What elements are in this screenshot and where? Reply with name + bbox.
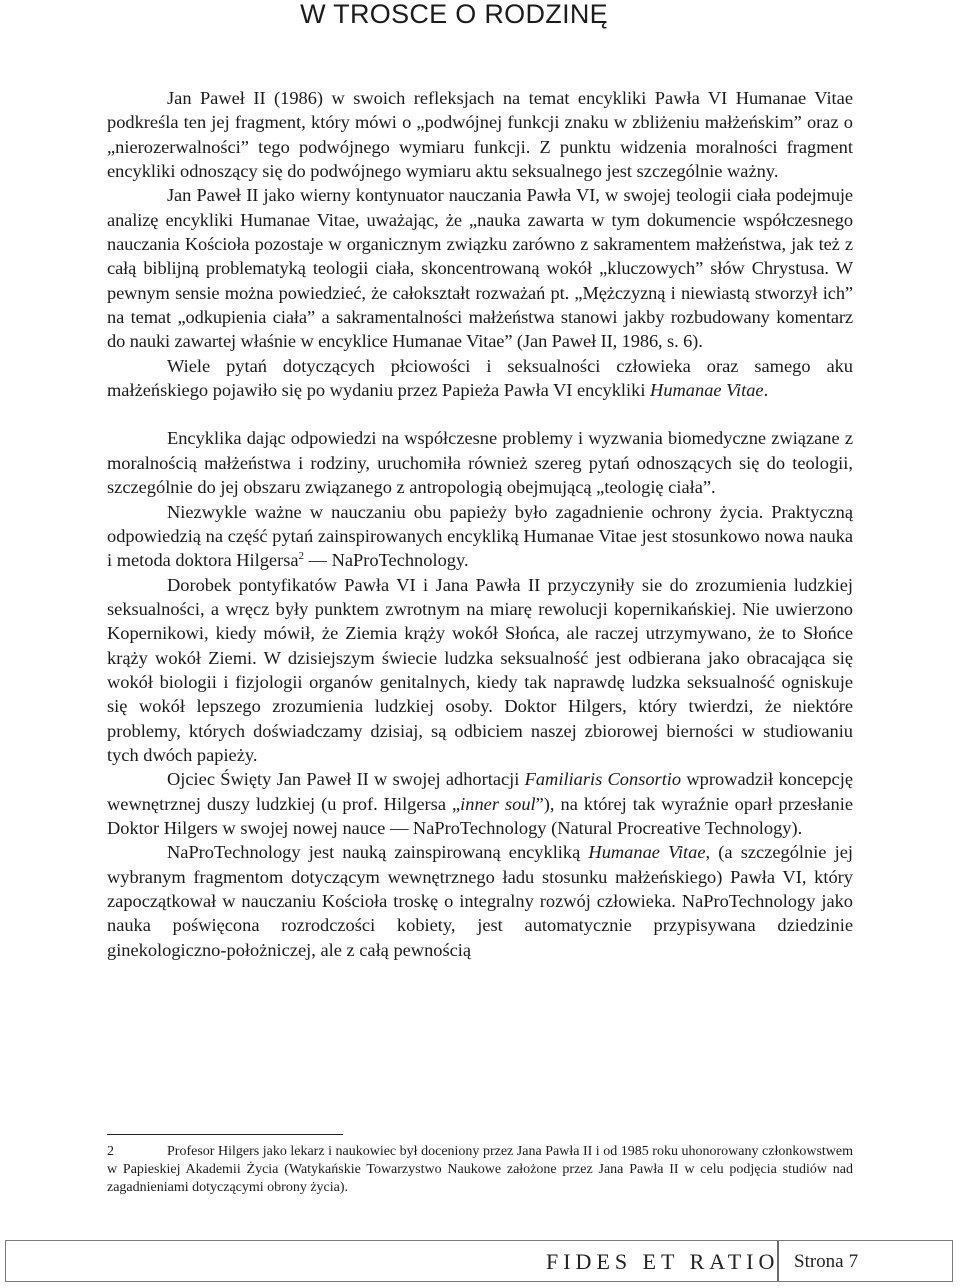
paragraph-3-text: Wiele pytań dotyczących płciowości i seksualności człowieka oraz samego aku małżeńskiego pojawiło się po wydaniu przez Papieża Pawła VI encykliki (107, 355, 853, 401)
encyclical-title: Humanae Vitae (650, 380, 764, 401)
paragraph-1: Jan Paweł II (1986) w swoich refleksjach na temat encykliki Pawła VI Humanae Vitae podkreśla ten jej fragment, który mówi o „podwójnej funkcji znaku w zbliżeniu małżeńskim” oraz o „nierozerwalności” tego podwójnego wymiaru funkcji. Z punktu widzenia moralności fragment encykliki odnoszący się do podwójnego wymiaru aktu seksualnego jest szczególnie ważny. (107, 88, 853, 182)
page-number-value: 7 (848, 1251, 859, 1272)
page-number (794, 1250, 858, 1274)
paragraph-8 (107, 840, 853, 962)
paragraph-6: Dorobek pontyfikatów Pawła VI i Jana Pawła II przyczyniły sie do zrozumienia ludzkiej seksualności, a wręcz były punktem zwrotnym na miarę rewolucji kopernikańskiej. Nie uwierzono Kopernikowi, kiedy mówił, że Ziemia krąży wokół Słońca, ale raczej utrzymywano, że to Słońce krąży wokół Ziemi. W dzisiejszym świecie ludzka seksualność jest odbierana jako obracająca się wokół biologii i fizjologii organów genitalnych, kiedy tak naprawdę ludzka seksualność ogniskuje się wokół lepszego zrozumienia ludzkiej osoby. Doktor Hilgers, który twierdzi, że niektóre problemy, których doświadczamy dzisiaj, są odbiciem naszej zbiorowej bierności w studiowaniu tych dwóch papieży. (107, 574, 853, 765)
page-footer (5, 1240, 953, 1282)
footnote-reference[interactable]: 2 (298, 550, 305, 563)
paragraph-7-part-a: Ojciec Święty Jan Paweł II w swojej adhortacji (167, 769, 525, 790)
humanae-vitae-title: Humanae Vitae, (588, 842, 711, 863)
paragraph-7-part-e: ”), na której tak wyraźnie oparł przesłanie Doktor Hilgers w swojej nowej nauce — NaProTechnology (Natural Procreative Technology). (107, 793, 853, 838)
paragraph-3 (107, 354, 853, 403)
paragraph-2: Jan Paweł II jako wierny kontynuator nauczania Pawła VI, w swojej teologii ciała podejmuje analizę encykliki Humanae Vitae, uważając, że „nauka zawarta w tym dokumencie współczesnego nauczania Kościoła pozostaje w organicznym związku zarówno z sakramentem małżeństwa, jak też z całą biblijną problematyką teologii ciała, skoncentrowaną wokół „kluczowych” słów Chrystusa. W pewnym sensie można powiedzieć, że całokształt rozważań pt. „Mężczyzną i niewiastą stworzył ich” na temat „odkupienia ciała” a sakramentalności małżeństwa stanowi jakby rozbudowany komentarz do nauki zawartej właśnie w encyklice Humanae Vitae” (Jan Paweł II, 1986, s. 6). (107, 185, 853, 352)
paragraph-8-part-a: NaProTechnology jest nauką zainspirowaną encykliką (167, 842, 589, 863)
paragraph-7-part-c: wprowadził koncepcję wewnętrznej duszy ludzkiej (u prof. Hilgersa „ (107, 769, 853, 814)
footnote (107, 1143, 853, 1197)
footer-divider (777, 1241, 779, 1281)
page-header-title: W TROSCE O RODZINĘ (300, 0, 608, 29)
paragraph-7 (107, 767, 853, 840)
paragraph-8-part-c: (a szczególnie jej wybranym fragmentom dotyczącym wewnętrznego ładu stosunku małżeńskiego) Pawła VI, który zapoczątkował w nauczaniu Kościoła troskę o integralny rozwój człowieka. NaProTechnology jako nauka poświęcona rozrodczości kobiety, jest automatycznie przypisywana dziedzinie ginekologiczno-położniczej, ale z całą pewnością (107, 842, 853, 960)
journal-brand: FIDES ET RATIO (546, 1249, 780, 1274)
footnote-number: 2 (107, 1144, 114, 1159)
paragraph-5-text: Niezwykle ważne w nauczaniu obu papieży było zagadnienie ochrony życia. Praktyczną odpowiedzią na część pytań zainspirowanych encykliką Humanae Vitae jest stosunkowo nowa nauka i metoda doktora Hilgersa (107, 501, 853, 571)
article-body (107, 86, 853, 962)
inner-soul-term: inner soul (460, 793, 536, 814)
paragraph-3-end: . (763, 380, 769, 401)
footnote-separator (107, 1134, 343, 1135)
page-label: Strona (794, 1251, 844, 1272)
footnote-text: Profesor Hilgers jako lekarz i naukowiec był doceniony przez Jana Pawła II i od 1985 roku uhonorowany członkowstwem w Papieskiej Akademii Życia (Watykańskie Towarzystwo Naukowe założone przez Jana Pawła II w celu podjęcia studiów nad zagadnieniami dotyczącymi obrony życia). (107, 1144, 853, 1195)
paragraph-4: Encyklika dając odpowiedzi na współczesne problemy i wyzwania biomedyczne związane z moralnością małżeństwa i rodziny, uruchomiła również szereg pytań odnoszących się do teologii, szczególnie do jej obszaru związanego z antropologią obejmującą „teologię ciała”. (107, 428, 853, 498)
paragraph-5-end: — NaProTechnology. (304, 550, 469, 571)
paragraph-5 (107, 500, 853, 573)
familiaris-consortio-title: Familiaris Consortio (524, 769, 682, 790)
